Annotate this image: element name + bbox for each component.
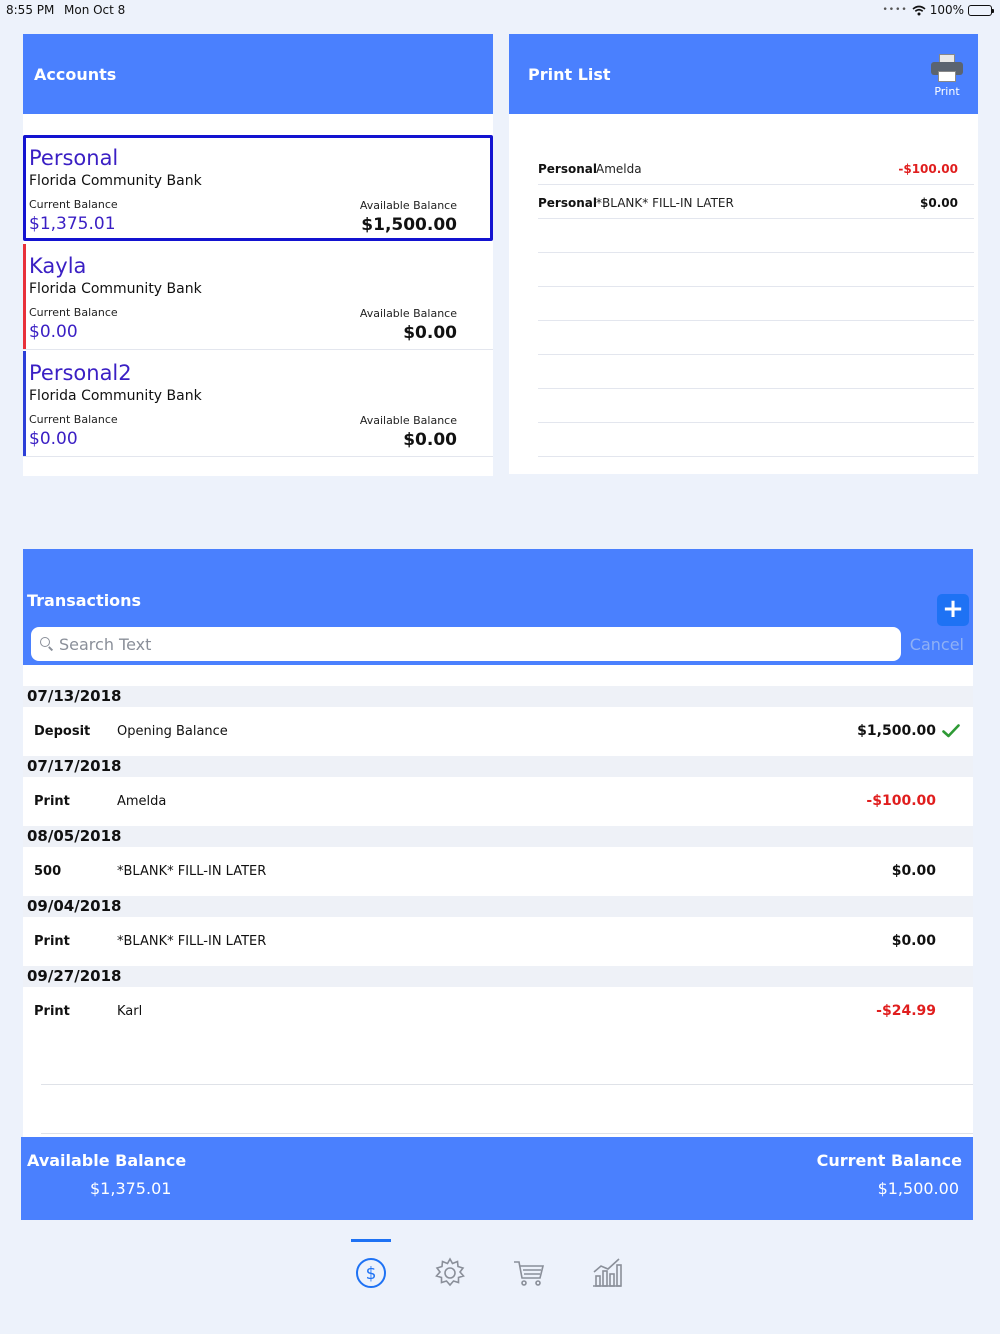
transaction-amount: -$24.99 [876,1003,936,1019]
battery-icon [968,5,992,16]
available-balance-value: $0.00 [403,430,457,450]
print-label: Print [934,85,960,98]
empty-row [538,423,974,457]
print-button[interactable] [930,54,964,98]
account-card-personal[interactable] [23,135,493,241]
print-list-item[interactable] [538,185,974,219]
transaction-payee: Karl [117,1004,143,1019]
account-card-kayla[interactable] [23,244,493,350]
wifi-icon [912,5,926,16]
account-bank: Florida Community Bank [29,173,202,189]
account-bank: Florida Community Bank [29,388,202,404]
accounts-header [23,34,493,114]
tab-bar [0,1230,1000,1334]
account-bank: Florida Community Bank [29,281,202,297]
transactions-title: Transactions [27,591,142,610]
cart-icon[interactable] [512,1256,546,1290]
transaction-row[interactable] [23,917,973,966]
date-header: 07/17/2018 [23,756,973,777]
status-time: 8:55 PM [6,3,55,17]
signal-icon: •••• [882,5,908,15]
empty-row [538,321,974,355]
active-tab-indicator [351,1239,391,1242]
current-balance-value: $1,375.01 [29,214,116,234]
date-header: 08/05/2018 [23,826,973,847]
empty-row [538,253,974,287]
status-right [882,3,992,17]
transaction-type: Print [34,794,70,809]
search-input[interactable] [59,632,889,656]
gear-icon[interactable] [433,1256,467,1290]
transaction-amount: $1,500.00 [857,723,936,739]
print-item-payee: *BLANK* FILL-IN LATER [596,196,734,210]
empty-row [538,355,974,389]
balance-footer [21,1137,973,1220]
current-balance-value: $0.00 [29,429,78,449]
transactions-header [23,549,973,665]
empty-row [538,287,974,321]
available-balance-label: Available Balance [359,307,457,320]
date-header: 07/13/2018 [23,686,973,707]
footer-available-value: $1,375.01 [90,1179,172,1198]
account-name: Personal [29,146,119,170]
battery-percent: 100% [929,3,964,17]
footer-available-label: Available Balance [27,1151,187,1170]
status-bar [0,0,1000,22]
transactions-panel [23,549,973,1139]
status-date: Mon Oct 8 [64,3,126,17]
search-bar[interactable] [31,627,901,661]
dollar-icon[interactable] [354,1256,388,1290]
empty-row [538,219,974,253]
transaction-payee: Amelda [117,794,167,809]
transaction-amount: $0.00 [891,863,936,879]
footer-current-value: $1,500.00 [877,1179,959,1198]
print-item-account: Personal [538,162,597,176]
transaction-row[interactable] [23,847,973,896]
print-list-title: Print List [528,64,611,84]
empty-row [41,1085,973,1134]
available-balance-value: $0.00 [403,323,457,343]
print-item-amount: $0.00 [920,196,958,210]
transaction-row[interactable] [23,707,973,756]
date-header: 09/04/2018 [23,896,973,917]
date-header: 09/27/2018 [23,966,973,987]
transaction-payee: Opening Balance [117,724,228,739]
print-item-account: Personal [538,196,597,210]
chart-icon[interactable] [590,1256,624,1290]
printer-icon [931,54,963,82]
current-balance-label: Current Balance [29,306,118,319]
transaction-amount: $0.00 [891,933,936,949]
footer-current-label: Current Balance [816,1151,962,1170]
available-balance-value: $1,500.00 [361,215,457,235]
transaction-row[interactable] [23,987,973,1036]
accounts-title: Accounts [34,64,117,84]
transaction-type: 500 [34,864,62,879]
search-icon [40,637,53,650]
available-balance-label: Available Balance [359,199,457,212]
print-item-amount: -$100.00 [898,162,958,176]
print-item-payee: Amelda [596,162,642,176]
transaction-list [23,686,973,1134]
transaction-payee: *BLANK* FILL-IN LATER [117,864,267,879]
current-balance-label: Current Balance [29,198,118,211]
current-balance-label: Current Balance [29,413,118,426]
print-list-panel [509,34,978,474]
current-balance-value: $0.00 [29,322,78,342]
available-balance-label: Available Balance [359,414,457,427]
account-color-bar [23,244,26,349]
transaction-type: Deposit [34,724,91,739]
accounts-panel [23,34,493,476]
transaction-amount: -$100.00 [866,793,936,809]
empty-row [538,389,974,423]
transaction-type: Print [34,934,70,949]
add-transaction-button[interactable]: + [937,594,969,626]
account-name: Personal2 [29,361,132,385]
transaction-type: Print [34,1004,70,1019]
account-card-personal2[interactable] [23,351,493,457]
print-list-rows [538,151,974,457]
empty-row [41,1036,973,1085]
print-list-item[interactable] [538,151,974,185]
transaction-row[interactable] [23,777,973,826]
cleared-check-icon[interactable] [942,724,960,738]
cancel-button[interactable]: Cancel [909,635,964,654]
print-list-header [509,34,978,114]
svg-text:$: $ [365,1264,377,1284]
account-name: Kayla [29,254,87,278]
transaction-payee: *BLANK* FILL-IN LATER [117,934,267,949]
account-color-bar [23,351,26,456]
